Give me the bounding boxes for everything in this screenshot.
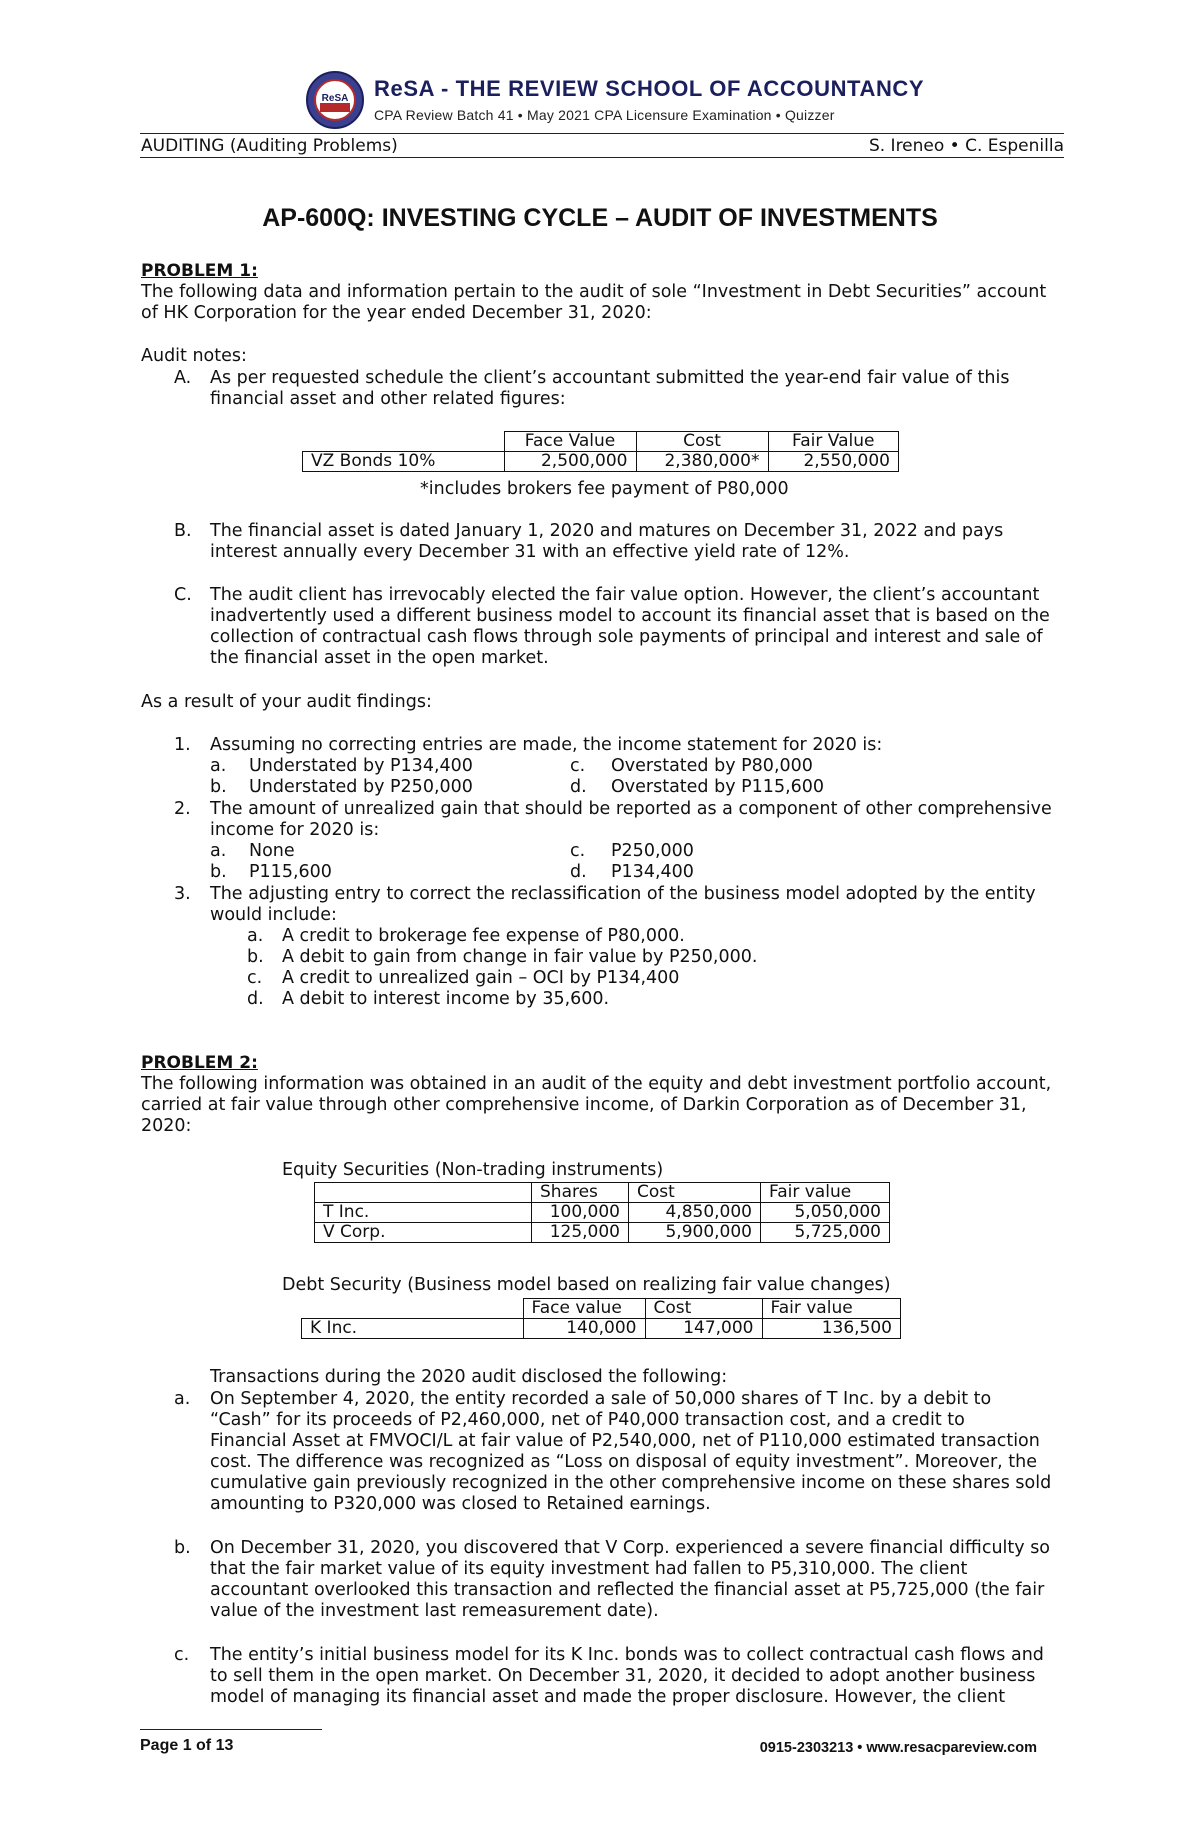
table-cell: 125,000 — [532, 1223, 629, 1243]
choice-letter: a. — [210, 756, 227, 776]
choice-letter: d. — [247, 989, 264, 1009]
choice-letter: a. — [247, 926, 264, 946]
question-text: The adjusting entry to correct the reclassification of the business model adopted by the entity — [210, 884, 1036, 904]
choice-letter: b. — [210, 777, 227, 797]
resa-logo — [305, 70, 365, 130]
choice-letter: c. — [570, 756, 586, 776]
table-header: Cost — [629, 1183, 761, 1203]
choice-text: Understated by P134,400 — [249, 756, 473, 776]
question-text: income for 2020 is: — [210, 820, 380, 840]
p2-intro-line: 2020: — [141, 1116, 192, 1136]
choice-text: P115,600 — [249, 862, 332, 882]
transaction-c-line: The entity’s initial business model for its K Inc. bonds was to collect contractual cash flows and — [210, 1645, 1044, 1665]
table-header-row — [302, 1299, 901, 1319]
choice-text: A credit to brokerage fee expense of P80,000. — [282, 926, 685, 946]
transaction-a-line: Financial Asset at FMVOCI/L at fair value of P2,540,000, net of P110,000 estimated transaction — [210, 1431, 1040, 1451]
table-cell: 5,725,000 — [761, 1223, 890, 1243]
table-header: Face value — [523, 1299, 645, 1319]
choice-letter: b. — [210, 862, 227, 882]
table-cell: 2,380,000* — [636, 452, 768, 472]
choice-letter: d. — [570, 862, 587, 882]
batch-subtitle: CPA Review Batch 41 • May 2021 CPA Licensure Examination • Quizzer — [374, 107, 835, 123]
transaction-letter: a. — [174, 1389, 191, 1409]
note-c-line: inadvertently used a different business model to account its financial asset that is based on the — [210, 606, 1050, 626]
table-row — [303, 452, 899, 472]
choice-text: P134,400 — [611, 862, 694, 882]
header-rule-bottom — [140, 157, 1064, 158]
p2-intro-line: The following information was obtained in an audit of the equity and debt investment portfolio account, — [141, 1074, 1052, 1094]
table-header: Fair Value — [768, 432, 899, 452]
table-cell: VZ Bonds 10% — [303, 452, 505, 472]
table-cell: 140,000 — [523, 1319, 645, 1339]
table-cell: 147,000 — [645, 1319, 762, 1339]
choice-text: A debit to gain from change in fair value by P250,000. — [282, 947, 758, 967]
transaction-b-line: that the fair market value of its equity investment had fallen to P5,310,000. The client — [210, 1559, 968, 1579]
audit-notes-label: Audit notes: — [141, 346, 247, 366]
question-number: 3. — [174, 884, 191, 904]
transaction-c-line: model of managing its financial asset and made the proper disclosure. However, the client — [210, 1687, 1006, 1707]
subject-label: AUDITING (Auditing Problems) — [141, 136, 398, 156]
transaction-b-line: On December 31, 2020, you discovered that V Corp. experienced a severe financial difficulty so — [210, 1538, 1051, 1558]
school-title: ReSA - THE REVIEW SCHOOL OF ACCOUNTANCY — [374, 76, 925, 101]
transaction-letter: b. — [174, 1538, 191, 1558]
table-header-row — [303, 432, 899, 452]
transactions-lead: Transactions during the 2020 audit disclosed the following: — [210, 1367, 728, 1387]
table-cell — [315, 1183, 532, 1203]
p2-intro-line: carried at fair value through other comprehensive income, of Darkin Corporation as of December 31, — [141, 1095, 1027, 1115]
vz-bonds-table — [302, 431, 899, 472]
choice-text: Overstated by P115,600 — [611, 777, 825, 797]
table-row — [315, 1203, 890, 1223]
note-c-line: The audit client has irrevocably elected the fair value option. However, the client’s accountant — [210, 585, 1040, 605]
p1-intro-line: The following data and information pertain to the audit of sole “Investment in Debt Securities” account — [141, 282, 1047, 302]
page-number: Page 1 of 13 — [140, 1737, 234, 1754]
choice-letter: d. — [570, 777, 587, 797]
transaction-b-line: value of the investment last remeasurement date). — [210, 1601, 659, 1621]
table-cell: 4,850,000 — [629, 1203, 761, 1223]
equity-securities-table — [314, 1182, 890, 1243]
table-cell — [303, 432, 505, 452]
result-lead: As a result of your audit findings: — [141, 692, 432, 712]
note-a-line: As per requested schedule the client’s accountant submitted the year-end fair value of this — [210, 368, 1010, 388]
table-cell: T Inc. — [315, 1203, 532, 1223]
question-text: Assuming no correcting entries are made, the income statement for 2020 is: — [210, 735, 883, 755]
table-header: Cost — [645, 1299, 762, 1319]
problem-1-heading: PROBLEM 1: — [141, 261, 258, 281]
debt-security-table — [301, 1298, 901, 1339]
table-header-row — [315, 1183, 890, 1203]
table-cell: V Corp. — [315, 1223, 532, 1243]
table-row — [315, 1223, 890, 1243]
footer-rule — [140, 1729, 322, 1730]
question-number: 2. — [174, 799, 191, 819]
table-header: Fair value — [762, 1299, 901, 1319]
note-c-line: collection of contractual cash flows through sole payments of principal and interest and sale of — [210, 627, 1043, 647]
table-cell: K Inc. — [302, 1319, 524, 1339]
table-cell — [302, 1299, 524, 1319]
transaction-b-line: accountant overlooked this transaction and reflected the financial asset at P5,725,000 (the fair — [210, 1580, 1045, 1600]
question-number: 1. — [174, 735, 191, 755]
question-text: would include: — [210, 905, 337, 925]
choice-text: None — [249, 841, 295, 861]
p1-intro-line: of HK Corporation for the year ended December 31, 2020: — [141, 303, 652, 323]
document-title: AP-600Q: INVESTING CYCLE – AUDIT OF INVESTMENTS — [262, 204, 938, 232]
table-header: Face Value — [504, 432, 636, 452]
debt-caption: Debt Security (Business model based on realizing fair value changes) — [282, 1275, 891, 1295]
transaction-a-line: On September 4, 2020, the entity recorded a sale of 50,000 shares of T Inc. by a debit to — [210, 1389, 992, 1409]
note-a-line: financial asset and other related figures: — [210, 389, 566, 409]
note-letter: A. — [174, 368, 192, 388]
choice-letter: c. — [247, 968, 263, 988]
note-letter: B. — [174, 521, 192, 541]
table-cell: 5,900,000 — [629, 1223, 761, 1243]
authors-label: S. Ireneo • C. Espenilla — [868, 136, 1064, 156]
choice-text: P250,000 — [611, 841, 694, 861]
problem-2-heading: PROBLEM 2: — [141, 1053, 258, 1073]
header-rule — [140, 133, 1064, 134]
equity-caption: Equity Securities (Non-trading instruments) — [282, 1160, 664, 1180]
table-row — [302, 1319, 901, 1339]
choice-letter: c. — [570, 841, 586, 861]
table-cell: 136,500 — [762, 1319, 901, 1339]
transaction-c-line: to sell them in the open market. On December 31, 2020, it decided to adopt another business — [210, 1666, 1036, 1686]
choice-text: Overstated by P80,000 — [611, 756, 813, 776]
transaction-a-line: “Cash” for its proceeds of P2,460,000, net of P40,000 transaction cost, and a credit to — [210, 1410, 965, 1430]
table-header: Cost — [636, 432, 768, 452]
choice-text: Understated by P250,000 — [249, 777, 473, 797]
transaction-letter: c. — [174, 1645, 190, 1665]
contact-info: 0915-2303213 • www.resacpareview.com — [759, 1740, 1037, 1756]
note-b-line: interest annually every December 31 with an effective yield rate of 12%. — [210, 542, 850, 562]
choice-letter: b. — [247, 947, 264, 967]
transaction-a-line: cost. The difference was recognized as “Loss on disposal of equity investment”. Moreover, the — [210, 1452, 1037, 1472]
table-cell: 2,550,000 — [768, 452, 899, 472]
table-header: Fair value — [761, 1183, 890, 1203]
table-footnote: *includes brokers fee payment of P80,000 — [420, 479, 789, 499]
transaction-a-line: cumulative gain previously recognized in the other comprehensive income on these shares sold — [210, 1473, 1052, 1493]
table-cell: 100,000 — [532, 1203, 629, 1223]
table-cell: 5,050,000 — [761, 1203, 890, 1223]
note-c-line: the financial asset in the open market. — [210, 648, 549, 668]
choice-text: A credit to unrealized gain – OCI by P134,400 — [282, 968, 680, 988]
note-b-line: The financial asset is dated January 1, 2020 and matures on December 31, 2022 and pays — [210, 521, 1004, 541]
table-cell: 2,500,000 — [504, 452, 636, 472]
choice-letter: a. — [210, 841, 227, 861]
table-header: Shares — [532, 1183, 629, 1203]
note-letter: C. — [174, 585, 192, 605]
choice-text: A debit to interest income by 35,600. — [282, 989, 610, 1009]
svg-text:ReSA: ReSA — [321, 93, 349, 104]
question-text: The amount of unrealized gain that should be reported as a component of other comprehensive — [210, 799, 1052, 819]
transaction-a-line: amounting to P320,000 was closed to Retained earnings. — [210, 1494, 711, 1514]
